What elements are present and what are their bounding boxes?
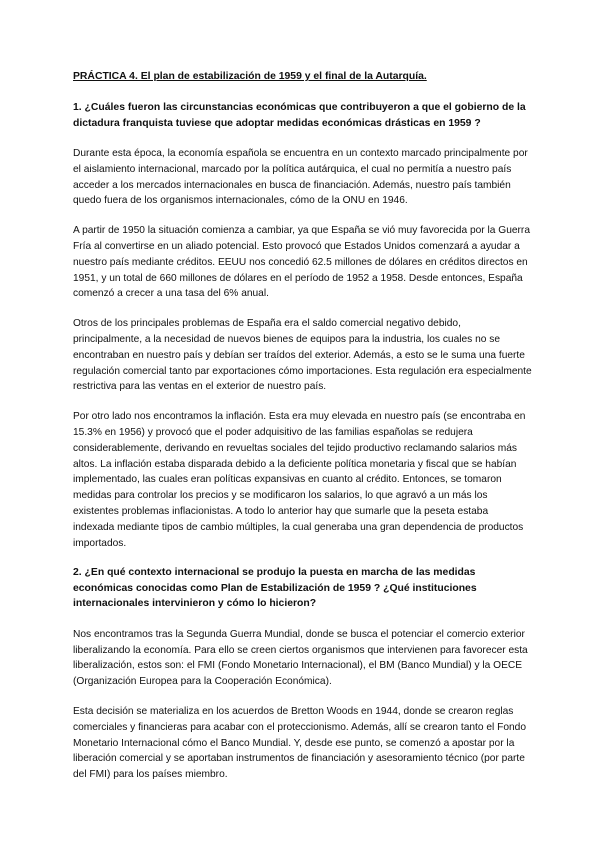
section-1: [73, 100, 532, 551]
paragraph: Esta decisión se materializa en los acuerdos de Bretton Woods en 1944, donde se crearon reglas comerciales y financieras para acabar con el proteccionismo. Además, allí se crearon tanto el Fondo Monetario Internacional cómo el Banco Mundial. Y, desde ese punto, se comenzó a apostar por la liberación comercial y se aportaban instrumentos de financiación y asesoramiento técnico (por parte del FMI) para los países miembro.: [73, 706, 527, 781]
question-1: 1. ¿Cuáles fueron las circunstancias económicas que contribuyeron a que el gobierno de la dictadura franquista tuviese que adoptar medidas económicas drásticas en 1959 ?: [73, 102, 526, 129]
paragraph: Durante esta época, la economía española se encuentra en un contexto marcado principalmente por el aislamiento internacional, marcado por la política autárquica, el cual no permitía a nuestro país acceder a los mercados internacionales en busca de financiación. Además, nuestro país también quedo fuera de los organismos internacionales, cómo de la ONU en 1946.: [73, 148, 528, 207]
question-2: 2. ¿En qué contexto internacional se produjo la puesta en marcha de las medidas económicas conocidas como Plan de Estabilización de 1959 ? ¿Qué instituciones internacionales intervinieron y cómo lo hicieron?: [73, 567, 477, 610]
paragraph: Por otro lado nos encontramos la inflación. Esta era muy elevada en nuestro país (se encontraba en 15.3% en 1956) y provocó que el poder adquisitivo de las familias españolas se redujera considerablemente, derivando en revueltas sociales del tejido productivo reclamando salarios más altos. La inflación estaba disparada debido a la deficiente política monetaria y fiscal que se habían implementado, las cuales eran políticas expansivas en cuanto al crédito. Entonces, se tomaron medidas para controlar los precios y se modificaron los salarios, lo que agravó a un más los existentes problemas inflacionistas. A todo lo anterior hay que sumarle que la peseta estaba indexada mediante tipos de cambio múltiples, la cual generaba una gran dependencia de productos importados.: [73, 411, 526, 549]
paragraph: Nos encontramos tras la Segunda Guerra Mundial, donde se busca el potenciar el comercio exterior liberalizando la economía. Para ello se creen ciertos organismos que intervienen para favorecer esta liberalización, estos son: el FMI (Fondo Monetario Internacional), el BM (Banco Mundial) y la OECE (Organización Europea para la Cooperación Económica).: [73, 628, 528, 688]
paragraph: A partir de 1950 la situación comienza a cambiar, ya que España se vió muy favorecida por la Guerra Fría al convertirse en un aliado potencial. Esto provocó que Estados Unidos comenzará a ayudar a nuestro país mediante créditos. EEUU nos concedió 62.5 millones de dólares en créditos directos en 1951, y un total de 660 millones de dólares en el período de 1952 a 1958. Desde entonces, España comenzó a crecer a una tasa del 6% anual.: [73, 225, 530, 300]
paragraph: Otros de los principales problemas de España era el saldo comercial negativo debido, principalmente, a la necesidad de nuevos bienes de equipos para la industria, los cuales no se encontraban en nuestro país y debían ser traídos del exterior. Además, a esto se le suma una fuerte regulación comercial tanto par exportaciones cómo importaciones. Esta regulación era especialmente restrictiva para las ventas en el exterior de nuestro país.: [73, 318, 532, 393]
document-title: PRÁCTICA 4. El plan de estabilización de 1959 y el final de la Autarquía.: [73, 71, 427, 82]
section-2: [73, 565, 532, 783]
